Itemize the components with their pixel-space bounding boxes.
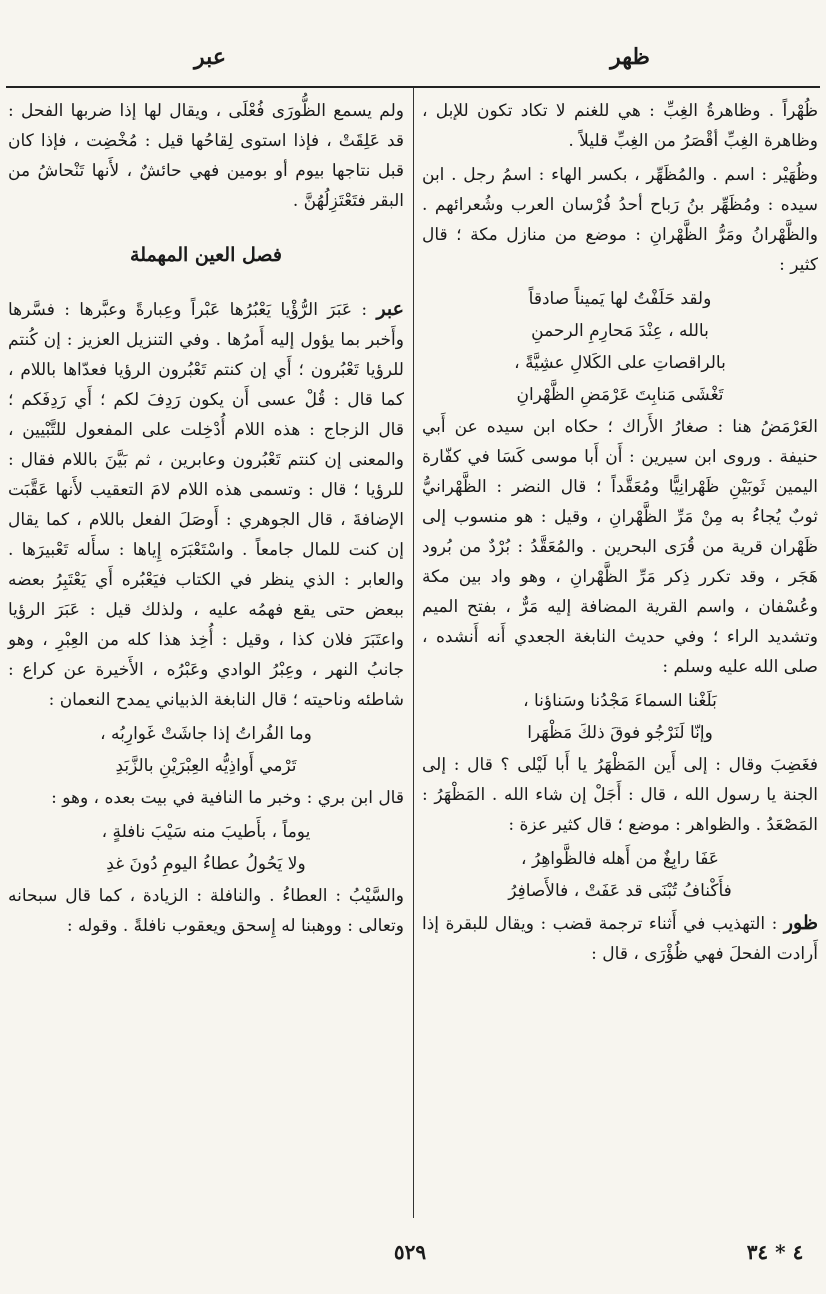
paragraph: والسَّيْبُ : العطاءُ . والنافلة : الزيادة ، كما قال سبحانه وتعالى : ووهبنا له إِسحق ويعقوب نافلةً . وقوله :	[8, 886, 404, 936]
column-divider	[413, 88, 414, 1218]
paragraph: فغَضِبَ وقال : إلى أَين المَظْهَرُ يا أَبا لَيْلى ؟ قال : إلى الجنة يا رسول الله ، قال : أَجَلْ إن شاء الله . المَظْهَرُ : المَصْعَدُ . والظواهر : موضع ؛ قال كثير عزة :	[422, 755, 818, 835]
verse-line: فأَكْنافُ تُبْنَى قد عَفَتْ ، فالأَصافِرُ	[508, 881, 732, 901]
verse-line: عَفَا رابِغٌ من أَهله فالظَّواهِرُ ،	[521, 849, 719, 869]
entry-headword: عبر	[376, 298, 404, 320]
entry-paragraph	[422, 908, 818, 969]
paragraph: ولم يسمع الظُّورَى فُعْلَى ، ويقال لها إذا ضربها الفحل : قد عَلِقَتْ ، فإذا استوى لِقاحُها قيل : مُخْضِت ، فإذا كان قبل نتاجها بيوم أو بومين فهي حائشٌ ، لأَنها تَنْحاشُ من البقر فتَعْتَزِلُهُنَّ .	[8, 101, 404, 211]
left-column	[8, 96, 404, 945]
verse-line: وما الفُراتُ إذا جاشَتْ غَوارِبُه ،	[100, 724, 312, 744]
verse-line: بَلَغْنا السماءَ مَجْدُنا وسَناؤنا ،	[523, 691, 717, 711]
signature-mark: ٤ * ٣٤	[746, 1240, 804, 1264]
right-column	[422, 96, 818, 973]
entry-text: : التهذيب في أَثناء ترجمة قضب : ويقال للبقرة إذا أَرادت الفحلَ فهي ظُؤْرَى ، قال :	[422, 914, 818, 964]
verse-line: بالراقصاتِ على الكَلالِ عشِيَّةً ،	[514, 353, 726, 373]
verse-line: بالله ، عِنْدَ مَحارِمِ الرحمنِ	[531, 321, 709, 341]
paragraph: وظُهَيْر : اسم . والمُظَهِّر ، بكسر الهاء : اسمُ رجل . ابن سيده : ومُظَهِّر بنُ رَباح أحدُ فُرْسان العرب وشُعرائهم . والظَّهْرانُ ومَرُّ الظَّهْرانِ : موضع من منازل مكة ؛ قال كثير :	[422, 165, 818, 275]
paragraph: ظُهْراً . وظاهرةُ الغِبِّ : هي للغنم لا تكاد تكون للإبل ، وظاهرة الغِبِّ أقْصَرُ من الغِبِّ قليلاً .	[422, 101, 818, 151]
paragraph: العَرْمَضُ هنا : صغارُ الأَراك ؛ حكاه ابن سيده عن أَبي حنيفة . وروى ابن سيرين : أَن أَبا موسى كَسَا في كفّارة اليمين ثَوبَيْنِ ظَهْرانِيًّا ومُعَقَّداً ؛ قال النضر : الظَّهْرانيُّ ثوبٌ يُجاءُ به مِنْ مَرِّ الظَّهْرانِ ، وقيل : هو منسوب إلى ظَهْران قرية من قُرَى البحرين . والمُعَقَّدُ : بُرْدٌ من بُرود هَجَر ، وقد تكرر ذِكر مَرِّ الظَّهْرانِ ، وهو واد بين مكة وعُسْفان ، واسم القرية المضافة إليه مَرٌّ ، بفتح الميم وتشديد الراء ؛ وفي حديث النابغة الجعدي أَنه أَنشده ، صلى الله عليه وسلم :	[422, 417, 818, 677]
running-head-right: ظهر	[610, 44, 650, 70]
verse-line: يوماً ، بأَطيبَ منه سَيْبَ نافلةٍ ،	[101, 822, 311, 842]
running-head-left: عبر	[194, 44, 226, 70]
page-number: ٥٢٩	[393, 1240, 427, 1264]
verse-line: تَرْمي أَواذِيُّه العِبْرَيْنِ بالزَّبَدِ	[115, 756, 297, 776]
verse-line: تَغْشَى مَنابِتَ عَرْمَضِ الظَّهْرانِ	[516, 385, 724, 405]
entry-paragraph	[8, 294, 404, 715]
paragraph: قال ابن بري : وخبر ما النافية في بيت بعده ، وهو :	[51, 788, 404, 808]
entry-headword: ظور	[783, 912, 818, 934]
verse-line: وإنّا لَنَرْجُو فوقَ ذلكَ مَظْهَرا	[527, 723, 713, 743]
section-title: فصل العين المهملة	[130, 244, 282, 266]
verse-line: ولا يَحُولُ عطاءُ اليومِ دُونَ غدِ	[106, 854, 306, 874]
entry-text: : عَبَرَ الرُّؤْيا يَعْبُرُها عَبْراً وعِبارةً وعبَّرها : فسَّرها وأَخبر بما يؤول إليه أَمرُها . وفي التنزيل العزيز : إن كُنتم للرؤيا تَعْبُرون ؛ أَي إن كنتم تَعْبُرون الرؤيا فعدّاها باللام ، كما قال : قُلْ عسى أَن يكون رَدِفَ لكم ؛ أَي رَدِفَكم ؛ قال الزجاج : هذه اللام أُدْخِلت على المفعول للتَّبْيين ، والمعنى إن كنتم تَعْبُرون وعابرين ، ثم بَيَّنَ باللام فقال : للرؤيا ؛ قال : وتسمى هذه اللام لامَ التعقيب لأَنها عَقَّبَت الإضافةَ ، قال الجوهري : أَوصَلَ الفعل باللام ، كما يقال إن كنت للمال جامعاً . واسْتَعْبَرَه إِياها : سأَله تَعْبيرَها . والعابر : الذي ينظر في الكتاب فيَعْبُره أَي يَعْتَبِرُ بعضه ببعض حتى يقع فهمُه عليه ، ولذلك قيل : عَبَرَ الرؤيا واعتَبَرَ فلان كذا ، وقيل : أُخِذ هذا كله من العِبْرِ ، وهو جانبُ النهر ، وعِبْرُ الوادي وعَبْرُه ، الأَخيرة عن كراع : شاطئه وناحيته ؛ قال النابغة الذبياني يمدح النعمان :	[8, 300, 404, 710]
verse-line: ولقد حَلَفْتُ لها يَميناً صادقاً	[528, 289, 712, 309]
